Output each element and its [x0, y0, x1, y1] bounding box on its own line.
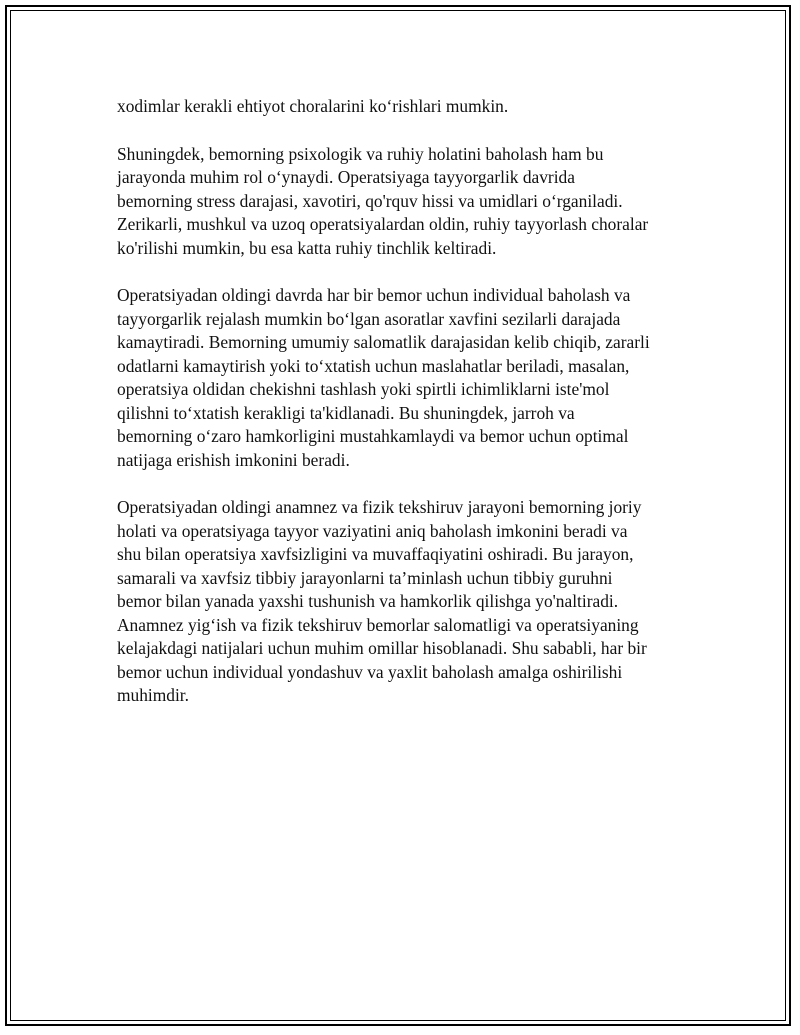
document-body: [117, 95, 692, 732]
paragraph-1: xodimlar kerakli ehtiyot choralarini ko‘rishlari mumkin.: [117, 96, 509, 116]
paragraph-3: Operatsiyadan oldingi davrda har bir bemor uchun individual baholash va tayyorgarlik rejalash mumkin bo‘lgan asoratlar xavfini sezilarli darajada kamaytiradi. Bemorning umumiy salomatlik darajasidan kelib chiqib, zararli odatlarni kamaytirish yoki to‘xtatish uchun maslahatlar beriladi, masalan, operatsiya oldidan chekishni tashlash yoki spirtli ichimliklarni iste'mol qilishni to‘xtatish kerakligi ta'kidlanadi. Bu shuningdek, jarroh va bemorning o‘zaro hamkorligini mustahkamlaydi va bemor uchun optimal natijaga erishish imkonini beradi.: [117, 285, 650, 470]
document-page: [5, 5, 791, 1026]
paragraph-4: Operatsiyadan oldingi anamnez va fizik tekshiruv jarayoni bemorning joriy holati va operatsiyaga tayyor vaziyatini aniq baholash imkonini beradi va shu bilan operatsiya xavfsizligini va muvaffaqiyatini oshiradi. Bu jarayon, samarali va xavfsiz tibbiy jarayonlarni ta’minlash uchun tibbiy guruhni bemor bilan yanada yaxshi tushunish va hamkorlik qilishga yo'naltiradi. Anamnez yig‘ish va fizik tekshiruv bemorlar salomatligi va operatsiyaning kelajakdagi natijalari uchun muhim omillar hisoblanadi. Shu sababli, har bir bemor uchun individual yondashuv va yaxlit baholash amalga oshirilishi muhimdir.: [117, 497, 647, 705]
paragraph-2: Shuningdek, bemorning psixologik va ruhiy holatini baholash ham bu jarayonda muhim rol o‘ynaydi. Operatsiyaga tayyorgarlik davrida bemorning stress darajasi, xavotiri, qo'rquv hissi va umidlari o‘rganiladi. Zerikarli, mushkul va uzoq operatsiyalardan oldin, ruhiy tayyorlash choralar ko'rilishi mumkin, bu esa katta ruhiy tinchlik keltiradi.: [117, 143, 649, 258]
